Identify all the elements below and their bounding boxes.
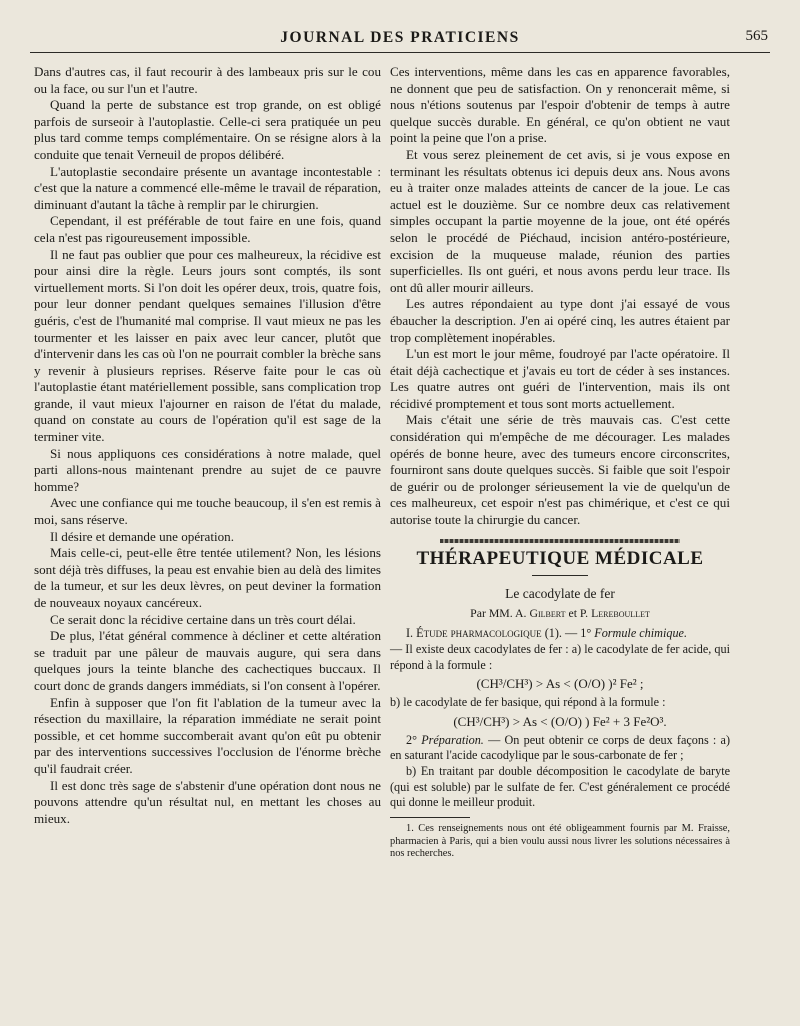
paragraph: L'autoplastie secondaire présente un avantage incontestable : c'est que la nature a commencé elle-même le travail de réparation, diminuant d'autant la tâche à remplir par le chirurgien.: [34, 163, 381, 212]
prep-number: 2°: [406, 732, 417, 747]
footnote-rule: [390, 817, 470, 818]
footnote: 1. Ces renseignements nous ont été obligeamment fournis par M. Fraisse, pharmacien à Paris, qui a bien voulu aussi nous livrer les solutions nécessaires à nos recherches.: [390, 822, 730, 860]
etude-heading: [390, 626, 730, 642]
paragraph: Il désire et demande une opération.: [50, 528, 234, 544]
page-number: 565: [745, 28, 768, 44]
byline-prefix: Par MM. A.: [470, 605, 527, 620]
etude-label: I. Étude pharmacologique: [406, 626, 542, 641]
article-title: Le cacodylate de fer: [505, 586, 615, 602]
prep-text: — On peut obtenir ce corps de deux façons : a) en saturant l'acide cacodylique par le sous-carbonate de fer ;: [390, 732, 731, 763]
formula-acide: (CH³/CH³) > As < (O/O) )² Fe² ;: [476, 676, 644, 692]
paragraph: — Il existe deux cacodylates de fer : a) le cacodylate de fer acide, qui répond à la formule :: [390, 642, 730, 672]
formula-basique: (CH³/CH³) > As < (O/O) ) Fe² + 3 Fe²O³.: [453, 713, 667, 729]
paragraph: Enfin à supposer que l'on fit l'ablation de la tumeur avec la résection du maxillaire, la réparation immédiate ne serait point possible, et cet homme succomberait avant qu'on eût pu obtenir par des interventions successives l'occlusion de l'énorme brèche qu'il faudrait créer.: [34, 694, 381, 776]
ornamental-divider: [440, 539, 680, 543]
paragraph: Il ne faut pas oublier que pour ces malheureux, la récidive est pour ainsi dire la règle. Leurs jours sont comptés, ils sont virtuellement morts. Si l'on doit les opérer deux, trois, quatre fois, pour leur donner pendant quelques semaines l'illusion d'être guéris, c'est de l'humanité mal comprise. Il vaut mieux ne pas les tourmenter et les laisser en paix avec leur cancer, plutôt que d'intervenir dans les cas où l'on ne pourrait combler la brèche sans y revenir à plusieurs reprises. Réserve faite pour le cas où l'autoplastie étant matériellement possible, sans complication trop grande, il vaut mieux l'ajourner en raison de l'état du malade, quand on constate au cours de l'opération qu'il est sage de la terminer vite.: [34, 246, 381, 445]
paragraph: L'un est mort le jour même, foudroyé par l'acte opératoire. Il était déjà cachectique et j'avais eu tort de céder à ses instances. Les quatre autres ont guéri de l'intervention, mais ils ont récidivé promptement et tous sont morts actuellement.: [390, 346, 730, 411]
journal-title: JOURNAL DES PRATICIENS: [280, 29, 520, 46]
paragraph: Quand la perte de substance est trop grande, on est obligé parfois de surseoir à l'autoplastie. Celle-ci sera pratiquée un peu plus tard comme temps complémentaire. On se résigne alors à la conduite que tenait Verneuil de propos délibéré.: [34, 97, 381, 162]
paragraph: b) En traitant par double décomposition le cacodylate de baryte (qui est soluble) par le sulfate de fer. C'est généralement ce procédé qui donne le meilleur produit.: [390, 763, 730, 810]
section-title: THÉRAPEUTIQUE MÉDICALE: [416, 547, 704, 569]
formule-label: Formule chimique.: [594, 626, 687, 641]
paragraph: Avec une confiance qui me touche beaucoup, il s'en est remis à moi, sans réserve.: [34, 495, 381, 528]
paragraph: Si nous appliquons ces considérations à notre malade, quel parti allons-nous maintenant prendre au sujet de ce pauvre homme?: [34, 445, 381, 494]
paragraph: Ce serait donc la récidive certaine dans un très court délai.: [50, 611, 356, 627]
paragraph: Il est donc très sage de s'abstenir d'une opération dont nous ne pouvons attendre qu'un résultat nul, en mettant les choses au mieux.: [34, 777, 381, 826]
byline-mid: et P.: [568, 605, 589, 620]
paragraph: Ces interventions, même dans les cas en apparence favorables, ne donnent que peu de satisfaction. On y renoncerait même, si nous n'étions soutenus par l'espoir d'obtenir de temps à autre quelque succès durable. En général, ce qu'on obtient ne vaut point la peine que l'on a prise.: [390, 64, 730, 146]
running-header: [30, 26, 770, 53]
right-column: [390, 64, 730, 861]
paragraph: b) le cacodylate de fer basique, qui répond à la formule :: [390, 695, 666, 710]
paragraph: Dans d'autres cas, il faut recourir à des lambeaux pris sur le cou ou la face, ou sur l'un et l'autre.: [34, 64, 381, 96]
paragraph: Cependant, il est préférable de tout faire en une fois, quand cela n'est pas rigoureusement impossible.: [34, 213, 381, 245]
paragraph: Les autres répondaient au type dont j'ai essayé de vous ébaucher la description. J'en ai opéré cinq, les autres étaient par trop complètement inopérables.: [390, 296, 730, 345]
preparation-paragraph: [390, 733, 730, 764]
etude-ref: (1). — 1°: [544, 626, 592, 641]
paragraph: De plus, l'état général commence à décliner et cette altération se traduit par une pâleur de mauvais augure, qui sera dans quelques jours la teinte blanche des cachectiques buccaux. Il court donc de grands dangers immédiats, si l'on consent à l'opérer.: [34, 628, 381, 693]
author-gilbert: Gilbert: [529, 605, 566, 620]
section-rule: [532, 575, 588, 576]
paragraph: Et vous serez pleinement de cet avis, si je vous expose en terminant les résultats obtenus ici depuis deux ans. Nous avons eu à traiter onze malades atteints de cancer de la joue. Le cas actuel est le douzième. Sur ce nombre deux cas relativement simples occupant la partie moyenne de la joue, ont été opérés selon le procédé de Piéchaud, incision antéro-postérieure, excision de la muqueuse malade, réunion des parties superficielles. Ils ont guéri, et nous avons perdu leur trace. Ils ont dû aller mourir ailleurs.: [390, 146, 730, 295]
paragraph: Mais celle-ci, peut-elle être tentée utilement? Non, les lésions sont déjà très diffuses, la peau est envahie bien au delà des limites de la tumeur, et sur les deux lèvres, on peut deviner la formation de nouveaux noyaux cancéreux.: [34, 545, 381, 610]
left-column: [34, 64, 381, 827]
prep-label: Préparation.: [421, 732, 484, 747]
author-lereboullet: Lereboullet: [591, 605, 650, 620]
paragraph: Mais c'était une série de très mauvais cas. C'est cette considération qui m'empêche de me décourager. Les malades opérés de bonne heure, avec des tumeurs encore circonscrites, fourniront sans doute quelques succès. Si faible que soit l'espoir de guérir ou de prolonger sérieusement la vie de quelqu'un de ces malheureux, cet espoir n'est pas chimérique, et c'est ce qui autorise toute la chirurgie du cancer.: [390, 412, 730, 528]
byline: [390, 605, 730, 622]
